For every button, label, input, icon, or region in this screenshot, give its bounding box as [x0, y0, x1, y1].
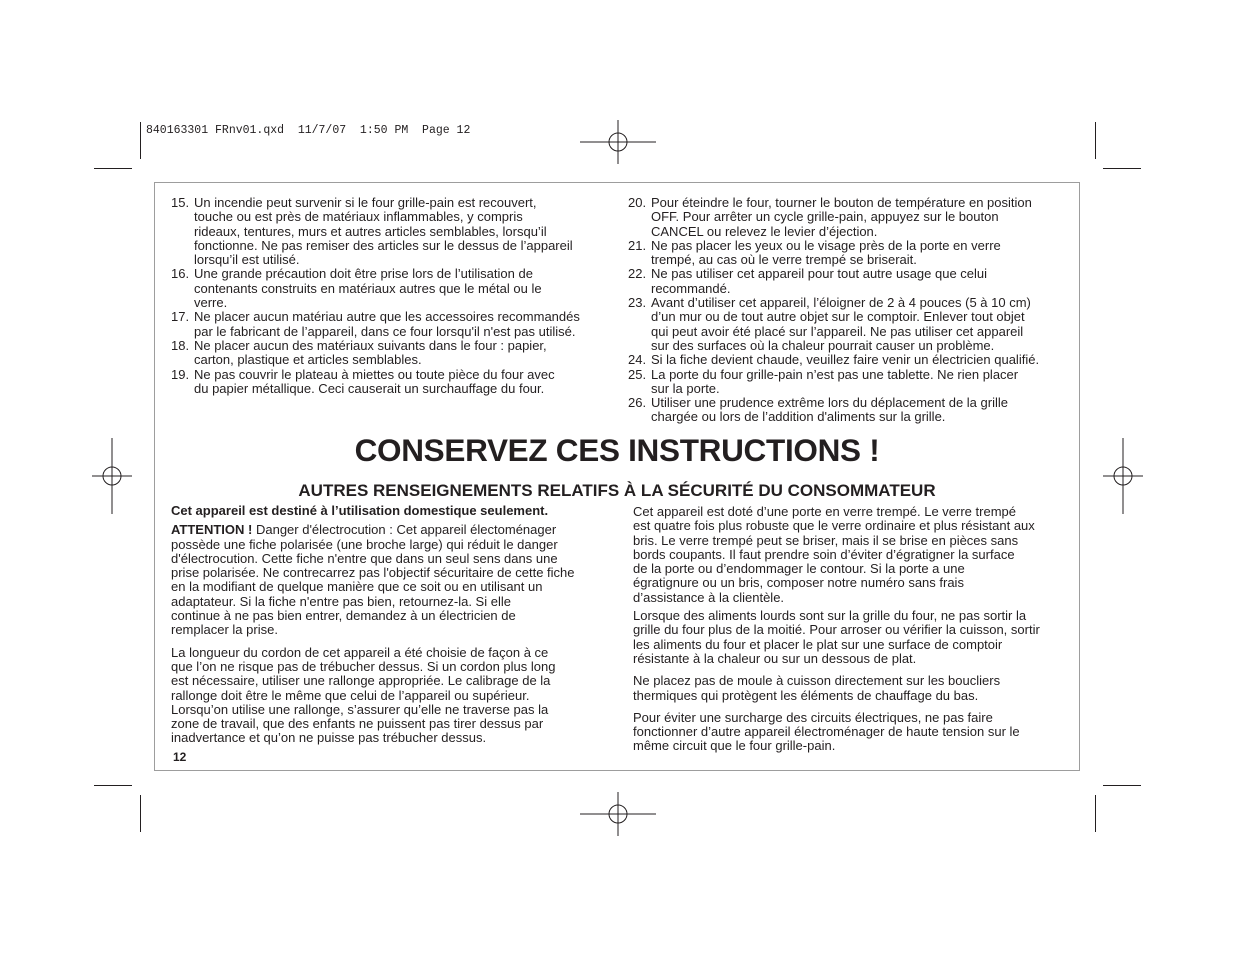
item-number: 16. [171, 266, 190, 282]
text-line: bords coupants. Il faut prendre soin d’éviter d’égratigner la surface [633, 546, 1015, 562]
text-line: grille du four plus de la moitié. Pour arroser ou vérifier la cuisson, sortir [633, 622, 1040, 638]
text-line: du papier métallique. Ceci causerait un surchauffage du four. [194, 380, 545, 396]
text-line: fonctionne. Ne pas remiser des articles sur le dessus de l’appareil [194, 237, 573, 253]
item-number: 26. [628, 395, 647, 411]
circuit-paragraph [633, 711, 1073, 754]
text-line: Pour éteindre le four, tourner le bouton de température en position [651, 195, 1032, 210]
crop-mark [140, 122, 141, 159]
household-note: Cet appareil est destiné à l’utilisation domestique seulement. [171, 503, 549, 518]
text-line: Lorsqu’on utilise une rallonge, s’assurer qu’elle ne traverse pas la [171, 701, 549, 717]
item-number: 21. [628, 237, 647, 253]
text-line: égratignure ou un bris, composer notre numéro sans frais [633, 575, 964, 591]
text-line: en la modifiant de quelque manière que ce soit ou en utilisant un [171, 579, 543, 595]
text-line: contenants construits en matériaux autres que le métal ou le [194, 280, 542, 296]
text-line: trempé, au cas où le verre trempé se briserait. [651, 252, 917, 268]
crop-mark [94, 168, 132, 169]
text-line: Un incendie peut survenir si le four grille-pain est recouvert, [194, 195, 537, 210]
text-line: Cet appareil est doté d’une porte en verre trempé. Le verre trempé [633, 504, 1016, 519]
text-line: adaptateur. Si la fiche n'entre pas bien, retournez-la. Si elle [171, 593, 511, 609]
text-line: Ne pas placer les yeux ou le visage près de la porte en verre [651, 237, 1001, 253]
text-line: carton, plastique et articles semblables. [194, 352, 422, 368]
text-line: même circuit que le four grille-pain. [633, 738, 836, 754]
list-item [628, 196, 1073, 239]
item-number: 19. [171, 366, 190, 382]
text-line: Danger d'électrocution : Cet appareil électoménager [252, 522, 557, 538]
text-line: d’un mur ou de tout autre objet sur le comptoir. Enlever tout objet [651, 309, 1025, 325]
item-number: 17. [171, 309, 190, 325]
crop-mark [1103, 785, 1141, 786]
text-line: continue à ne pas bien entrer, demandez à un électricien de [171, 608, 516, 624]
cord-paragraph [171, 646, 611, 746]
list-item [171, 339, 611, 368]
text-line: Pour éviter une surcharge des circuits électriques, ne pas faire [633, 709, 993, 725]
info-column-left [171, 504, 611, 746]
item-number: 20. [628, 195, 647, 210]
safety-list [628, 196, 1073, 425]
text-line: Une grande précaution doit être prise lors de l’utilisation de [194, 266, 533, 282]
crop-mark [1103, 168, 1141, 169]
text-line: Ne placez pas de moule à cuisson directement sur les boucliers [633, 673, 1001, 689]
text-line: Ne placer aucun des matériaux suivants dans le four : papier, [194, 337, 547, 353]
section-heading: AUTRES RENSEIGNEMENTS RELATIFS À LA SÉCURITÉ DU CONSOMMATEUR [298, 481, 936, 500]
text-line: Ne pas utiliser cet appareil pour tout autre usage que celui [651, 266, 988, 282]
text-line: possède une fiche polarisée (une broche large) qui réduit le danger [171, 536, 558, 552]
text-line: Avant d’utiliser cet appareil, l’éloigner de 2 à 4 pouces (5 à 10 cm) [651, 295, 1031, 311]
crop-mark [1095, 795, 1096, 832]
list-item [628, 296, 1073, 353]
attention-label: ATTENTION ! [171, 522, 253, 538]
heavy-food-paragraph [633, 609, 1073, 666]
text-line: La longueur du cordon de cet appareil a été choisie de façon à ce [171, 644, 549, 660]
text-line: inadvertance et qu’on ne puisse pas trébucher dessus. [171, 730, 487, 746]
text-line: Utiliser une prudence extrême lors du déplacement de la grille [651, 395, 1008, 411]
text-line: CANCEL ou relevez le levier d’éjection. [651, 223, 878, 239]
page-number: 12 [173, 750, 187, 764]
safety-list-right [628, 196, 1073, 425]
text-line: Lorsque des aliments lourds sont sur la grille du four, ne pas sortir la [633, 608, 1027, 624]
registration-mark-icon [92, 438, 132, 514]
list-item [628, 267, 1073, 296]
text-line: zone de travail, que des enfants ne puissent pas tirer dessus par [171, 716, 544, 732]
text-line: prise polarisée. Ne contrecarrez pas l'objectif sécuritaire de cette fiche [171, 565, 575, 581]
text-line: fonctionner d’autre appareil électroménager de haute tension sur le [633, 724, 1020, 740]
info-column-right [633, 505, 1073, 754]
item-number: 22. [628, 266, 647, 282]
glass-paragraph [633, 505, 1073, 605]
list-item [628, 353, 1073, 367]
text-line: recommandé. [651, 280, 731, 296]
text-line: par le fabricant de l’appareil, dans ce four lorsqu'il n'est pas utilisé. [194, 323, 576, 339]
crop-mark [140, 795, 141, 832]
item-number: 25. [628, 366, 647, 382]
text-line: chargée ou lors de l’addition d'aliments sur la grille. [651, 409, 946, 425]
printer-slug: 840163301 FRnv01.qxd 11/7/07 1:50 PM Page 12 [146, 124, 471, 137]
safety-list [171, 196, 611, 396]
text-line: Ne placer aucun matériau autre que les accessoires recommandés [194, 309, 580, 325]
text-line: est nécessaire, utiliser une rallonge appropriée. Le calibrage de la [171, 673, 551, 689]
text-line: Ne pas couvrir le plateau à miettes ou toute pièce du four avec [194, 366, 555, 382]
list-item [171, 196, 611, 267]
text-line: touche ou est près de matériaux inflammables, y compris [194, 209, 523, 225]
item-number: 15. [171, 195, 190, 210]
item-number: 18. [171, 337, 190, 353]
list-item [171, 310, 611, 339]
text-line: lorsqu’il est utilisé. [194, 252, 300, 268]
text-line: résistante à la chaleur ou sur un dessous de plat. [633, 650, 917, 666]
crop-mark [1095, 122, 1096, 159]
text-line: La porte du four grille-pain n’est pas une tablette. Ne rien placer [651, 366, 1019, 382]
text-line: sur des surfaces où la chaleur pourrait causer un problème. [651, 337, 995, 353]
text-line: thermiques qui protègent les éléments de chauffage du bas. [633, 687, 979, 703]
text-line: que l’on ne risque pas de trébucher dessus. Si un cordon plus long [171, 658, 556, 674]
text-line: d'électrocution. Cette fiche n'entre que dans un seul sens dans une [171, 550, 558, 566]
text-line: rallonge doit être le même que celui de l’appareil ou supérieur. [171, 687, 530, 703]
text-line: verre. [194, 295, 228, 311]
item-number: 24. [628, 352, 647, 368]
page-title: CONSERVEZ CES INSTRUCTIONS ! [354, 432, 880, 468]
list-item [628, 396, 1073, 425]
registration-mark-icon [580, 792, 656, 836]
crop-mark [94, 785, 132, 786]
text-line: de la porte ou d’endommager le contour. Si la porte a une [633, 561, 965, 577]
list-item [171, 267, 611, 310]
text-line: OFF. Pour arrêter un cycle grille-pain, appuyez sur le bouton [651, 209, 999, 225]
text-line: d’assistance à la clientèle. [633, 589, 785, 605]
item-number: 23. [628, 295, 647, 311]
text-line: Si la fiche devient chaude, veuillez faire venir un électricien qualifié. [651, 352, 1040, 368]
text-line: qui peut avoir été placé sur l’appareil. Ne pas utiliser cet appareil [651, 323, 1024, 339]
text-line: est quatre fois plus robuste que le verre ordinaire et plus résistant aux [633, 518, 1035, 534]
text-line: remplacer la prise. [171, 622, 278, 638]
registration-mark-icon [1103, 438, 1143, 514]
safety-list-left [171, 196, 611, 396]
list-item [171, 368, 611, 397]
baking-pan-paragraph [633, 674, 1073, 703]
text-line: bris. Le verre trempé peut se briser, mais il se brise en pièces sans [633, 532, 1019, 548]
list-item [628, 239, 1073, 268]
attention-paragraph [171, 523, 611, 637]
registration-mark-icon [580, 120, 656, 164]
text-line: rideaux, tentures, murs et autres articles semblables, lorsqu’il [194, 223, 547, 239]
list-item [628, 368, 1073, 397]
text-line: sur la porte. [651, 380, 720, 396]
text-line: les aliments du four et placer le plat sur une surface de comptoir [633, 636, 1003, 652]
